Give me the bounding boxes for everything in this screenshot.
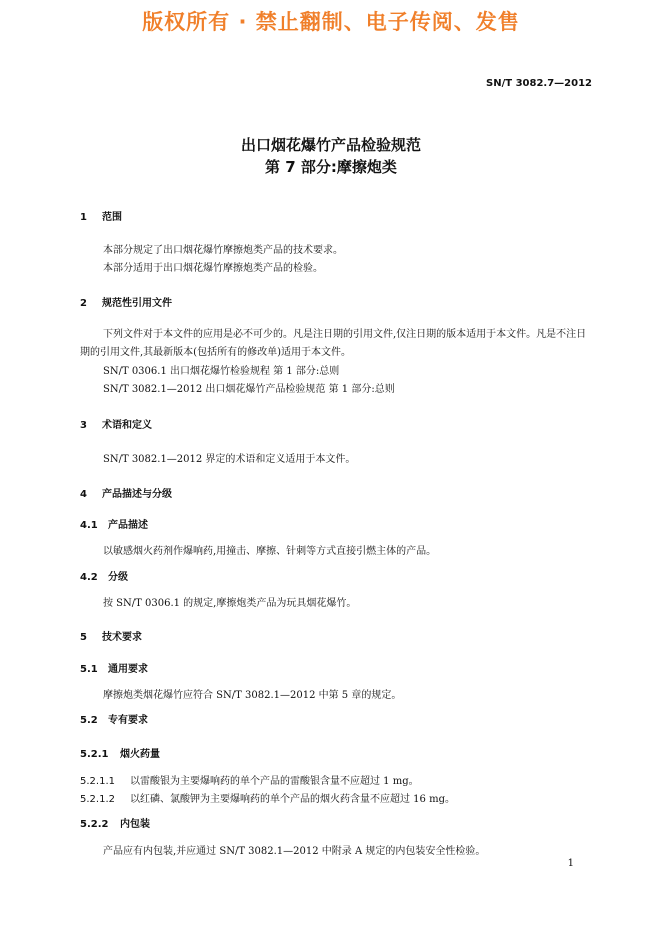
document-title: 出口烟花爆竹产品检验规范 bbox=[240, 136, 421, 154]
standard-code: SN/T 3082.7—2012 bbox=[486, 78, 592, 89]
reference-item: SN/T 0306.1 出口烟花爆竹检验规程 第 1 部分:总则 bbox=[103, 366, 340, 377]
section-number: 4.2 bbox=[80, 572, 98, 583]
section-heading-5-1 bbox=[80, 660, 148, 675]
section-heading-4-1 bbox=[80, 516, 148, 531]
copyright-banner: 版权所有 · 禁止翻制、电子传阅、发售 bbox=[142, 10, 520, 34]
section-number: 5.2.1 bbox=[80, 749, 109, 760]
section-number: 4 bbox=[80, 489, 87, 500]
section-number: 2 bbox=[80, 298, 87, 309]
paragraph: 产品应有内包装,并应通过 SN/T 3082.1—2012 中附录 A 规定的内包装安全性检验。 bbox=[103, 846, 486, 857]
section-title: 范围 bbox=[102, 212, 122, 223]
section-title: 烟火药量 bbox=[120, 749, 160, 760]
reference-item: SN/T 3082.1—2012 出口烟花爆竹产品检验规范 第 1 部分:总则 bbox=[103, 384, 395, 395]
section-title: 技术要求 bbox=[102, 632, 142, 643]
section-title: 分级 bbox=[108, 572, 128, 583]
section-number: 5.1 bbox=[80, 664, 98, 675]
section-number: 5.2.2 bbox=[80, 819, 109, 830]
document-subtitle: 第 7 部分:摩擦炮类 bbox=[265, 158, 397, 176]
section-heading-2 bbox=[80, 294, 172, 309]
section-number: 5.2 bbox=[80, 715, 98, 726]
clause-5-2-1-1 bbox=[80, 772, 419, 787]
clause-number: 5.2.1.1 bbox=[80, 776, 115, 787]
clause-5-2-1-2 bbox=[80, 790, 455, 805]
paragraph: 下列文件对于本文件的应用是必不可少的。凡是注日期的引用文件,仅注日期的版本适用于本文件。凡是不注日期的引用文件,其最新版本(包括所有的修改单)适用于本文件。 bbox=[80, 329, 587, 358]
page-number: 1 bbox=[567, 858, 574, 869]
paragraph: 以敏感烟火药剂作爆响药,用撞击、摩擦、针刺等方式直接引燃主体的产品。 bbox=[103, 546, 437, 557]
paragraph: SN/T 3082.1—2012 界定的术语和定义适用于本文件。 bbox=[103, 454, 356, 465]
paragraph: 摩擦炮类烟花爆竹应符合 SN/T 3082.1—2012 中第 5 章的规定。 bbox=[103, 690, 402, 701]
section-number: 4.1 bbox=[80, 520, 98, 531]
section-heading-5-2 bbox=[80, 711, 148, 726]
paragraph: 本部分适用于出口烟花爆竹摩擦炮类产品的检验。 bbox=[103, 263, 323, 274]
section-title: 规范性引用文件 bbox=[102, 298, 172, 309]
section-title: 专有要求 bbox=[108, 715, 148, 726]
section-heading-3 bbox=[80, 416, 152, 431]
section-heading-4-2 bbox=[80, 568, 128, 583]
section-title: 通用要求 bbox=[108, 664, 148, 675]
section-number: 1 bbox=[80, 212, 87, 223]
section-heading-4 bbox=[80, 485, 172, 500]
section-title: 术语和定义 bbox=[102, 420, 152, 431]
section-heading-5 bbox=[80, 628, 142, 643]
paragraph: 按 SN/T 0306.1 的规定,摩擦炮类产品为玩具烟花爆竹。 bbox=[103, 598, 357, 609]
section-number: 3 bbox=[80, 420, 87, 431]
paragraph: 本部分规定了出口烟花爆竹摩擦炮类产品的技术要求。 bbox=[103, 245, 343, 256]
section-heading-5-2-2 bbox=[80, 815, 150, 830]
clause-text: 以雷酸银为主要爆响药的单个产品的雷酸银含量不应超过 1 mg。 bbox=[130, 776, 419, 787]
section-heading-1 bbox=[80, 208, 122, 223]
section-number: 5 bbox=[80, 632, 87, 643]
section-title: 产品描述 bbox=[108, 520, 148, 531]
clause-number: 5.2.1.2 bbox=[80, 794, 115, 805]
section-title: 内包装 bbox=[120, 819, 150, 830]
clause-text: 以红磷、氯酸钾为主要爆响药的单个产品的烟火药含量不应超过 16 mg。 bbox=[130, 794, 455, 805]
section-heading-5-2-1 bbox=[80, 745, 160, 760]
section-title: 产品描述与分级 bbox=[102, 489, 172, 500]
